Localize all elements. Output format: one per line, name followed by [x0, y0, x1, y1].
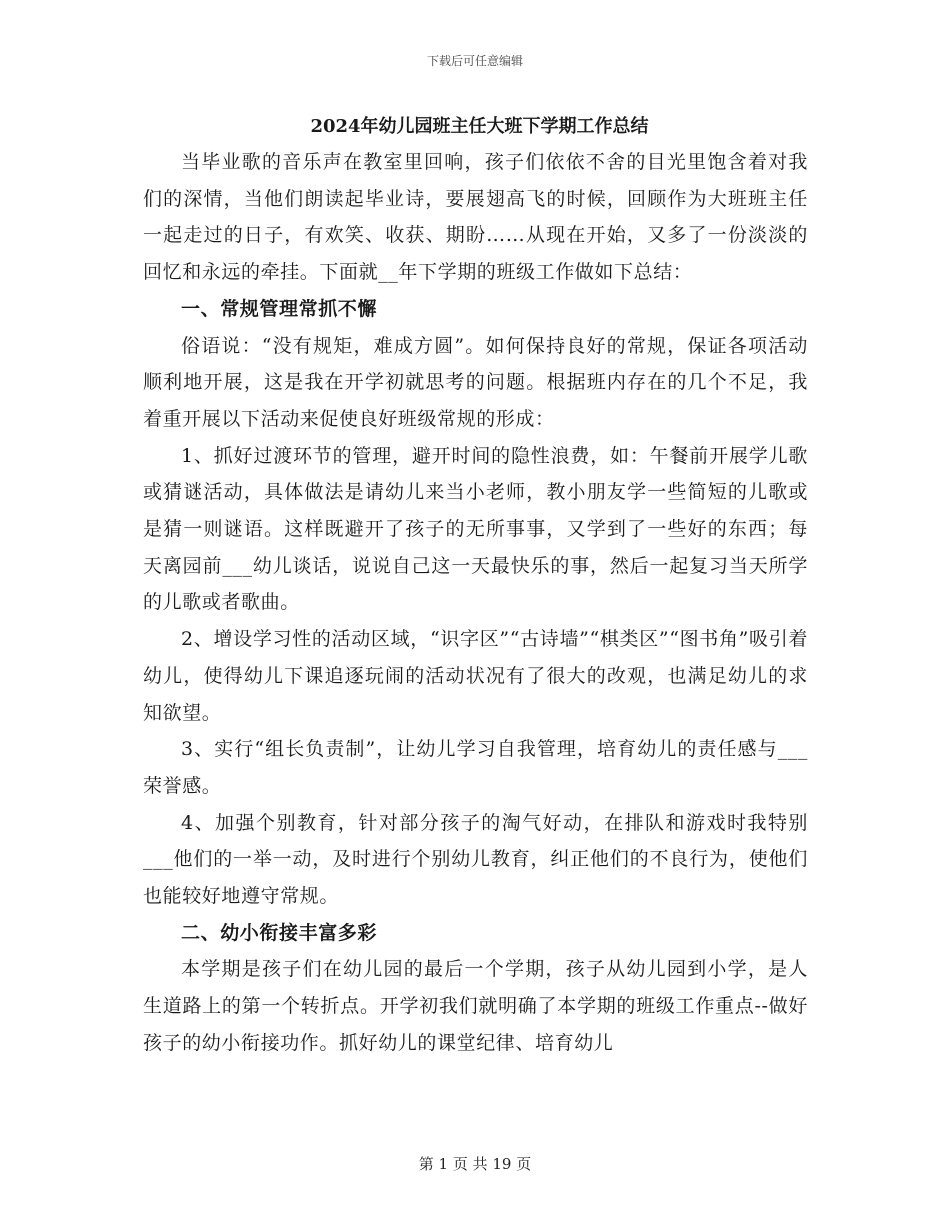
section-heading-transition: 二、幼小衔接丰富多彩 — [181, 921, 378, 944]
page-number: 第 1 页 共 19 页 — [418, 1155, 532, 1173]
paragraph-item-1: 1、抓好过渡环节的管理，避开时间的隐性浪费，如：午餐前开展学儿歌或猜谜活动，具体做法是请幼儿来当小老师，教小朋友学一些简短的儿歌或是猜一则谜语。这样既避开了孩子的无所事事，又学到了一些好的东西；每天离园前___幼儿谈话，说说自己这一天最快乐的事，然后一起复习当天所学的儿歌或者歌曲。 — [143, 444, 808, 614]
page-header-note: 下载后可任意编辑 — [426, 54, 523, 68]
paragraph-transition: 本学期是孩子们在幼儿园的最后一个学期，孩子从幼儿园到小学，是人生道路上的第一个转折点。开学初我们就明确了本学期的班级工作重点--做好孩子的幼小衔接功作。抓好幼儿的课堂纪律、培育幼儿 — [143, 958, 808, 1054]
paragraph-intro: 当毕业歌的音乐声在教室里回响，孩子们依依不舍的目光里饱含着对我们的深情，当他们朗读起毕业诗，要展翅高飞的时候，回顾作为大班班主任一起走过的日子，有欢笑、收获、期盼……从现在开始，又多了一份淡淡的回忆和永远的牵挂。下面就__年下学期的班级工作做如下总结： — [143, 151, 808, 284]
document-title: 2024年幼儿园班主任大班下学期工作总结 — [310, 116, 649, 137]
paragraph-item-3: 3、实行“组长负责制”，让幼儿学习自我管理，培育幼儿的责任感与___荣誉感。 — [143, 738, 808, 797]
paragraph-item-4: 4、加强个别教育，针对部分孩子的淘气好动，在排队和游戏时我特别___他们的一举一动，及时进行个别幼儿教育，纠正他们的不良行为，使他们也能较好地遵守常规。 — [143, 811, 808, 908]
section-heading-routine: 一、常规管理常抓不懈 — [181, 297, 378, 320]
paragraph-item-2: 2、增设学习性的活动区域，“识字区”“古诗墙”“棋类区”“图书角”吸引着幼儿，使得幼儿下课追逐玩闹的活动状况有了很大的改观，也满足幼儿的求知欲望。 — [143, 628, 808, 724]
paragraph-routine-intro: 俗语说：“没有规矩，难成方圆”。如何保持良好的常规，保证各项活动顺利地开展，这是我在开学初就思考的问题。根据班内存在的几个不足，我着重开展以下活动来促使良好班级常规的形成： — [143, 334, 808, 430]
document-body — [143, 112, 808, 1062]
